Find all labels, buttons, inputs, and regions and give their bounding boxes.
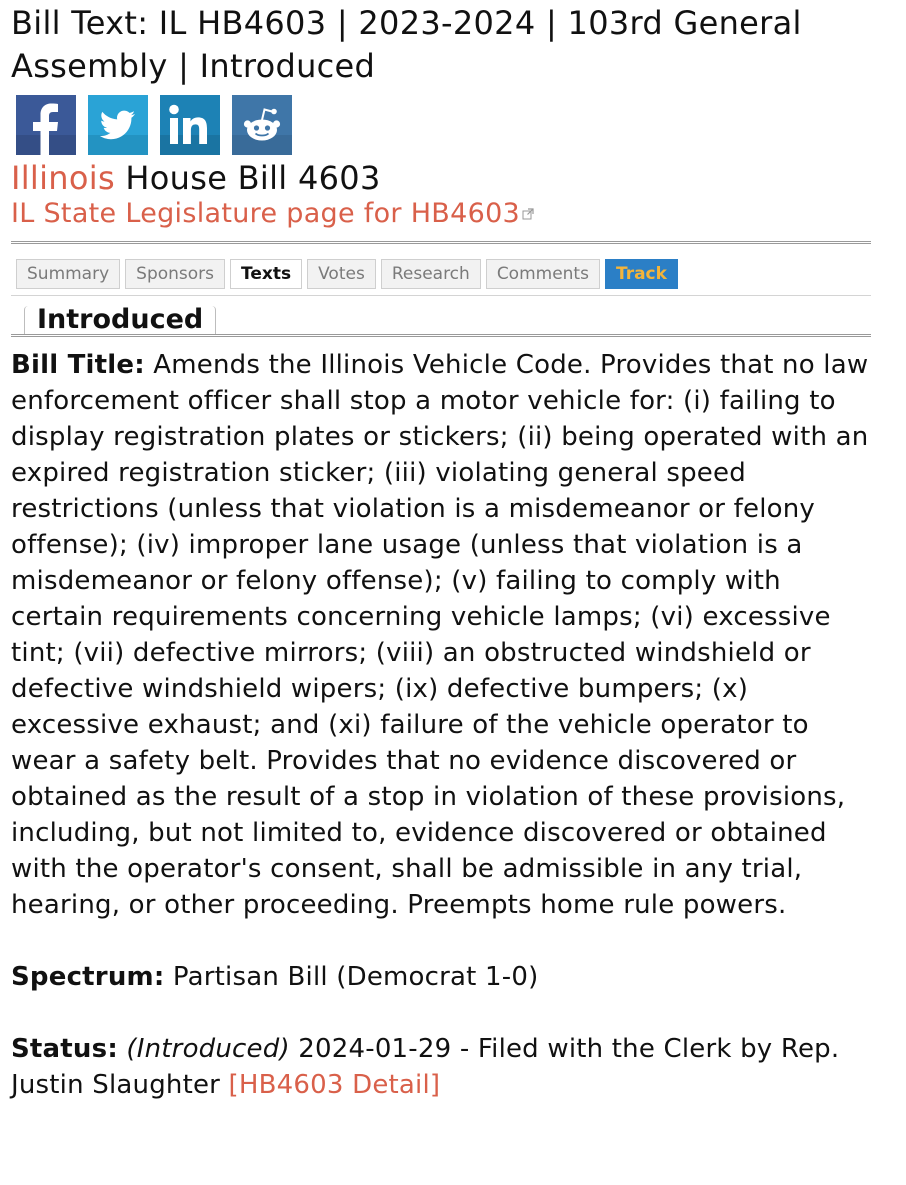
bill-name: House Bill 4603: [125, 159, 381, 197]
spectrum-text: Partisan Bill (Democrat 1-0): [172, 962, 539, 992]
tab-comments[interactable]: Comments: [486, 259, 600, 289]
track-button[interactable]: Track: [605, 259, 678, 289]
divider: [11, 241, 871, 244]
bill-heading: [11, 160, 871, 196]
share-buttons: [16, 95, 871, 155]
bill-tabs: [16, 259, 871, 289]
spacer: [11, 995, 871, 1031]
status-stage: (Introduced): [126, 1034, 290, 1064]
legislature-page-link-label: IL State Legislature page for HB4603: [11, 198, 521, 229]
tab-summary[interactable]: Summary: [16, 259, 120, 289]
reddit-share-button[interactable]: [232, 95, 292, 155]
bill-title-text: Amends the Illinois Vehicle Code. Provides that no law enforcement officer shall stop a motor vehicle for: (i) failing to display registration plates or stickers; (ii) being operated with an expired registration sticker; (iii) violating general speed restrictions (unless that violation is a misdemeanor or felony offense); (iv) improper lane usage (unless that violation is a misdemeanor or felony offense); (v) failing to comply with certain requirements concerning vehicle lamps; (vi) excessive tint; (vii) defective mirrors; (viii) an obstructed windshield or defective windshield wipers; (ix) defective bumpers; (x) excessive exhaust; and (xi) failure of the vehicle operator to wear a safety belt. Provides that no evidence discovered or obtained as the result of a stop in violation of these provisions, including, but not limited to, evidence discovered or obtained with the operator's consent, shall be admissible in any trial, hearing, or other proceeding. Preempts home rule powers.: [11, 350, 869, 920]
linkedin-icon: [160, 95, 220, 155]
version-tab-introduced[interactable]: Introduced: [24, 306, 216, 334]
bill-detail-link[interactable]: [HB4603 Detail]: [228, 1070, 441, 1100]
external-link-icon: [522, 208, 534, 220]
legislature-page-link[interactable]: [11, 196, 534, 232]
status-label: Status:: [11, 1034, 118, 1064]
reddit-icon: [232, 95, 292, 155]
page: [11, 0, 871, 1103]
tab-research[interactable]: Research: [381, 259, 481, 289]
spectrum-paragraph: [11, 959, 871, 995]
spectrum-label: Spectrum:: [11, 962, 165, 992]
status-text: 2024-01-29 - Filed with the Clerk by Rep. Justin Slaughter: [11, 1034, 840, 1100]
tab-votes[interactable]: Votes: [307, 259, 376, 289]
linkedin-share-button[interactable]: [160, 95, 220, 155]
facebook-share-button[interactable]: [16, 95, 76, 155]
bill-title-label: Bill Title:: [11, 350, 145, 380]
version-tabs: [11, 295, 871, 334]
bill-title-paragraph: [11, 347, 871, 923]
facebook-icon: [16, 95, 76, 155]
page-title: Bill Text: IL HB4603 | 2023-2024 | 103rd General Assembly | Introduced: [11, 4, 802, 85]
spacer: [11, 923, 871, 959]
tab-sponsors[interactable]: Sponsors: [125, 259, 225, 289]
state-link[interactable]: Illinois: [11, 159, 115, 197]
twitter-icon: [88, 95, 148, 155]
twitter-share-button[interactable]: [88, 95, 148, 155]
tab-texts[interactable]: Texts: [230, 259, 302, 289]
bill-content: [11, 347, 871, 1103]
status-paragraph: [11, 1031, 871, 1103]
